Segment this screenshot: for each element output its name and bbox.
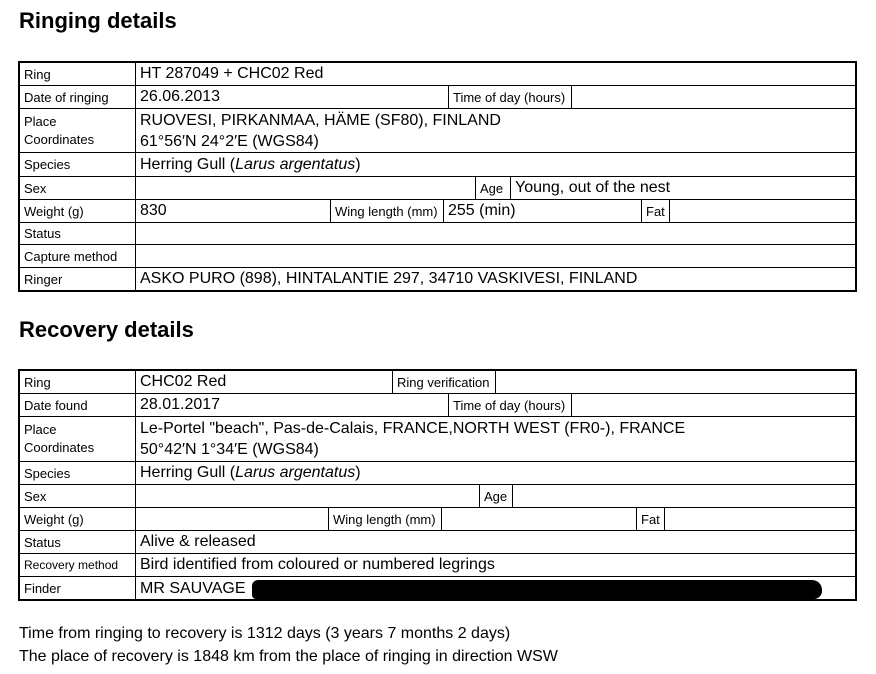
wing-length-value xyxy=(442,508,636,530)
ring-row xyxy=(20,63,855,86)
place-coordinates-label xyxy=(20,109,136,152)
date-value: 26.06.2013 xyxy=(140,88,221,105)
date-label: Date of ringing xyxy=(20,86,136,108)
ring-label: Ring xyxy=(20,371,136,393)
place-row xyxy=(20,417,855,462)
species-latin-name: Larus argentatus xyxy=(235,464,356,481)
wing-length-label: Wing length (mm) xyxy=(330,200,444,222)
sex-label: Sex xyxy=(20,485,136,507)
capture-method-value xyxy=(136,245,855,267)
recovery-method-value: Bird identified from coloured or numbered legrings xyxy=(140,556,495,573)
status-value: Alive & released xyxy=(140,533,256,550)
fat-label: Fat xyxy=(636,508,665,530)
finder-row xyxy=(20,577,855,600)
fat-value xyxy=(665,508,855,530)
species-value: Herring Gull ( Larus argentatus ) xyxy=(140,464,361,481)
fat-label: Fat xyxy=(641,200,670,222)
capture-method-row xyxy=(20,245,855,268)
place-coordinates-label xyxy=(20,417,136,461)
date-found-label: Date found xyxy=(20,394,136,416)
ringer-label: Ringer xyxy=(20,268,136,290)
place-value: RUOVESI, PIRKANMAA, HÄME (SF80), FINLAND xyxy=(140,111,501,129)
date-found-value: 28.01.2017 xyxy=(140,396,221,413)
place-row xyxy=(20,109,855,153)
capture-method-label: Capture method xyxy=(20,245,136,267)
date-row xyxy=(20,86,855,109)
weight-row xyxy=(20,200,855,223)
species-label: Species xyxy=(20,153,136,176)
sex-value xyxy=(136,485,479,507)
ring-verification-label: Ring verification xyxy=(392,371,496,393)
recovery-method-label: Recovery method xyxy=(20,554,136,576)
ringer-value: ASKO PURO (898), HINTALANTIE 297, 34710 VASKIVESI, FINLAND xyxy=(140,270,638,287)
sex-value xyxy=(136,177,475,199)
status-row xyxy=(20,223,855,245)
age-value xyxy=(513,485,855,507)
species-common-name: Herring Gull xyxy=(140,155,226,173)
place-value: Le-Portel "beach", Pas-de-Calais, FRANCE,NORTH WEST (FR0-), FRANCE xyxy=(140,420,686,437)
finder-label: Finder xyxy=(20,577,136,600)
coordinates-label: Coordinates xyxy=(24,440,95,455)
status-value xyxy=(136,223,855,244)
place-coordinates-value xyxy=(136,109,855,152)
ringing-details-table xyxy=(18,61,857,292)
time-of-day-label: Time of day (hours) xyxy=(448,86,572,108)
sex-row xyxy=(20,485,855,508)
age-value: Young, out of the nest xyxy=(515,179,671,196)
weight-label: Weight (g) xyxy=(20,508,136,530)
time-of-day-value xyxy=(572,86,855,108)
recovery-distance-text: The place of recovery is 1848 km from the place of ringing in direction WSW xyxy=(19,648,558,665)
species-row xyxy=(20,153,855,177)
recovery-details-heading: Recovery details xyxy=(19,317,194,342)
ring-row xyxy=(20,371,855,394)
wing-length-label: Wing length (mm) xyxy=(328,508,442,530)
recovery-method-row xyxy=(20,554,855,577)
coordinates-value: 61°56′N 24°2′E (WGS84) xyxy=(140,132,319,150)
species-latin-name: Larus argentatus xyxy=(235,155,356,173)
time-of-day-label: Time of day (hours) xyxy=(448,394,572,416)
ring-value: CHC02 Red xyxy=(140,373,227,390)
finder-name: MR SAUVAGE xyxy=(140,579,246,597)
fat-value xyxy=(670,200,855,222)
date-row xyxy=(20,394,855,417)
status-label: Status xyxy=(20,531,136,553)
weight-value: 830 xyxy=(140,202,167,219)
coordinates-label: Coordinates xyxy=(24,131,95,147)
redaction-bar xyxy=(252,580,822,599)
recovery-details-table xyxy=(18,369,857,601)
place-label: Place xyxy=(24,422,57,437)
weight-label: Weight (g) xyxy=(20,200,136,222)
ringer-row xyxy=(20,268,855,290)
sex-label: Sex xyxy=(20,177,136,199)
ring-label: Ring xyxy=(20,63,136,85)
place-label: Place xyxy=(24,113,57,129)
place-coordinates-value xyxy=(136,417,855,461)
weight-value xyxy=(136,508,328,530)
ring-value: HT 287049 + CHC02 Red xyxy=(140,65,324,82)
sex-row xyxy=(20,177,855,200)
species-label: Species xyxy=(20,462,136,484)
time-of-day-value xyxy=(572,394,855,416)
species-common-name: Herring Gull xyxy=(140,464,226,481)
species-value: Herring Gull ( Larus argentatus ) xyxy=(140,155,361,173)
ringing-details-heading: Ringing details xyxy=(19,8,177,33)
status-row xyxy=(20,531,855,554)
age-label: Age xyxy=(479,485,513,507)
wing-length-value: 255 (min) xyxy=(448,202,516,219)
status-label: Status xyxy=(20,223,136,244)
time-to-recovery-text: Time from ringing to recovery is 1312 days (3 years 7 months 2 days) xyxy=(19,625,511,642)
weight-row xyxy=(20,508,855,531)
age-label: Age xyxy=(475,177,511,199)
species-row xyxy=(20,462,855,485)
ring-verification-value xyxy=(496,371,855,393)
coordinates-value: 50°42′N 1°34′E (WGS84) xyxy=(140,441,319,458)
